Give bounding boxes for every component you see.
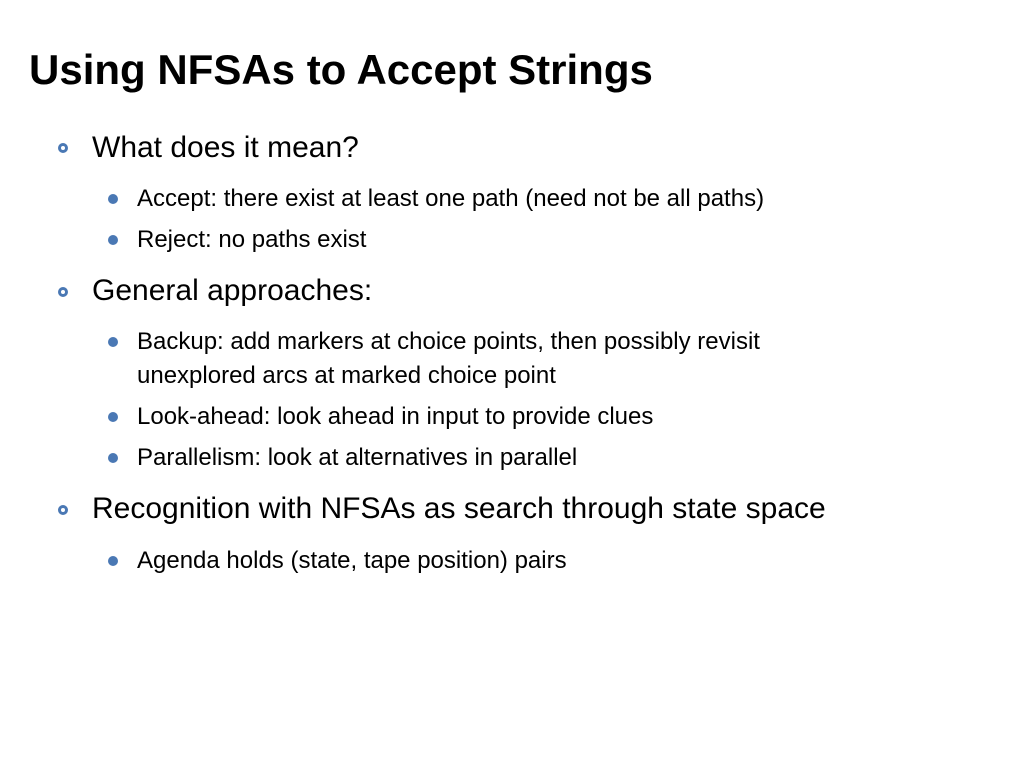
filled-circle-bullet-icon xyxy=(108,412,118,422)
sub-bullet-parallelism: Parallelism: look at alternatives in parallel xyxy=(137,444,578,471)
sub-bullet-agenda: Agenda holds (state, tape position) pairs xyxy=(137,547,567,574)
sub-bullet-accept: Accept: there exist at least one path (need not be all paths) xyxy=(137,185,765,212)
bullet-general-approaches: General approaches: xyxy=(92,274,373,307)
bullet-what-does-it-mean: What does it mean? xyxy=(92,131,359,164)
hollow-circle-bullet-icon xyxy=(58,287,68,297)
hollow-circle-bullet-icon xyxy=(58,143,68,153)
hollow-circle-bullet-icon xyxy=(58,505,68,515)
filled-circle-bullet-icon xyxy=(108,194,118,204)
bullet-recognition-with-nfsas: Recognition with NFSAs as search through state space xyxy=(92,492,826,525)
filled-circle-bullet-icon xyxy=(108,556,118,566)
slide-title: Using NFSAs to Accept Strings xyxy=(29,46,653,93)
sub-bullet-look-ahead: Look-ahead: look ahead in input to provide clues xyxy=(137,403,654,430)
sub-bullet-backup-continued: unexplored arcs at marked choice point xyxy=(137,362,556,389)
filled-circle-bullet-icon xyxy=(108,235,118,245)
sub-bullet-reject: Reject: no paths exist xyxy=(137,226,367,253)
filled-circle-bullet-icon xyxy=(108,453,118,463)
sub-bullet-backup: Backup: add markers at choice points, then possibly revisit xyxy=(137,328,760,355)
filled-circle-bullet-icon xyxy=(108,337,118,347)
